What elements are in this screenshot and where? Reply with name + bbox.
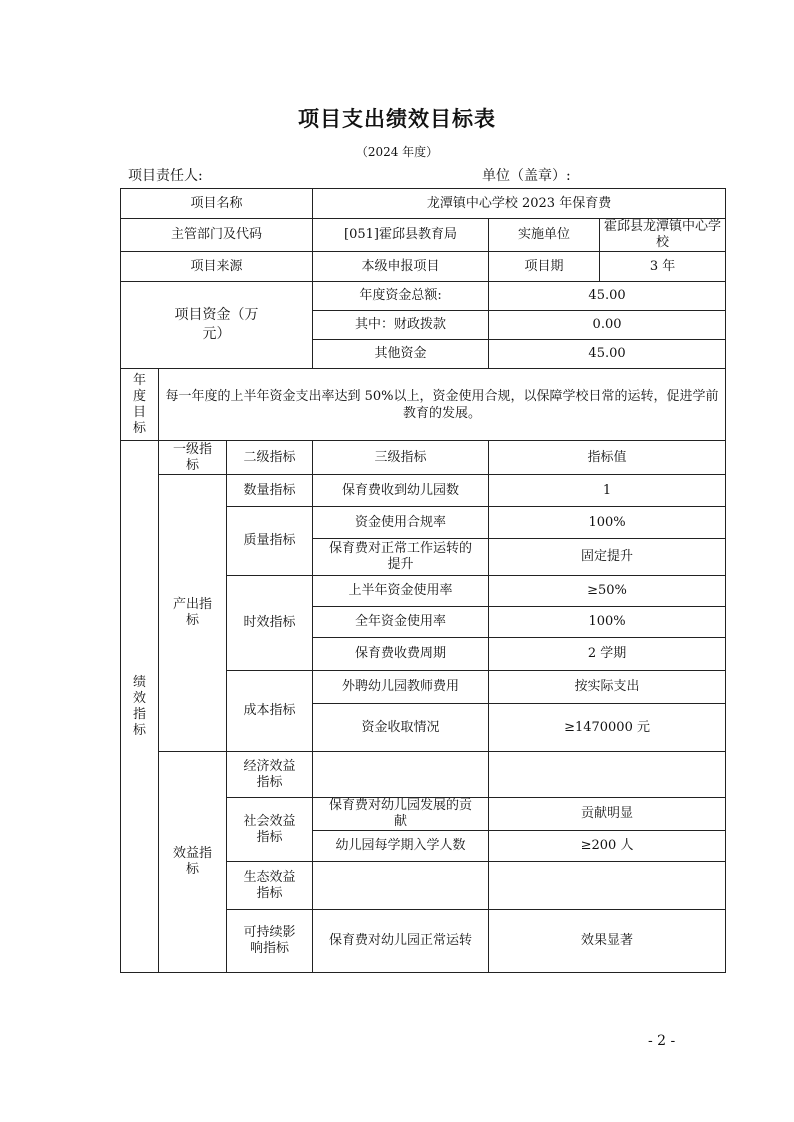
- indicator-value: 贡献明显: [489, 798, 726, 831]
- indicator-header-row: [121, 441, 726, 475]
- source-label: 项目来源: [121, 252, 313, 282]
- indicator-value: 100%: [489, 507, 726, 539]
- funds-other-value: 45.00: [489, 340, 726, 369]
- cost-indicator-label: 成本指标: [227, 671, 313, 752]
- indicator-value: ≥1470000 元: [489, 704, 726, 752]
- table-row: [121, 475, 726, 507]
- indicator-name: 保育费对幼儿园正常运转: [313, 910, 489, 973]
- indicator-name: 保育费对幼儿园发展的贡献: [313, 798, 489, 831]
- indicator-value: 1: [489, 475, 726, 507]
- performance-target-table: [120, 188, 726, 973]
- project-name-row: [121, 189, 726, 219]
- funds-label: 项目资金（万元）: [121, 282, 313, 369]
- indicator-name: 外聘幼儿园教师费用: [313, 671, 489, 704]
- indicator-value: 效果显著: [489, 910, 726, 973]
- timeliness-indicator-label: 时效指标: [227, 576, 313, 671]
- indicator-value: 固定提升: [489, 539, 726, 576]
- quality-indicator-label: 质量指标: [227, 507, 313, 576]
- header-value: 指标值: [489, 441, 726, 475]
- indicator-value: 2 学期: [489, 638, 726, 671]
- funds-total-value: 45.00: [489, 282, 726, 311]
- social-indicator-label: 社会效益指标: [227, 798, 313, 862]
- quantity-indicator-label: 数量指标: [227, 475, 313, 507]
- source-row: [121, 252, 726, 282]
- indicator-value: [489, 752, 726, 798]
- output-indicators-label: 产出指标: [159, 475, 227, 752]
- funds-total-label: 年度资金总额:: [313, 282, 489, 311]
- indicator-name: 资金使用合规率: [313, 507, 489, 539]
- unit-seal-label: 单位（盖章）:: [482, 168, 571, 184]
- responsible-person-label: 项目责任人:: [128, 168, 203, 184]
- indicator-name: 资金收取情况: [313, 704, 489, 752]
- project-name-label: 项目名称: [121, 189, 313, 219]
- funds-other-label: 其他资金: [313, 340, 489, 369]
- indicator-name: 保育费对正常工作运转的提升: [313, 539, 489, 576]
- funds-fiscal-label: 其中：财政拨款: [313, 311, 489, 340]
- header-level2: 二级指标: [227, 441, 313, 475]
- indicator-name: 保育费收费周期: [313, 638, 489, 671]
- year-label: （2024 年度）: [355, 145, 439, 159]
- indicator-name: 全年资金使用率: [313, 607, 489, 638]
- indicator-name: 上半年资金使用率: [313, 576, 489, 607]
- page-title: 项目支出绩效目标表: [298, 107, 496, 131]
- funds-fiscal-value: 0.00: [489, 311, 726, 340]
- funds-total-row: [121, 282, 726, 311]
- indicator-name: 幼儿园每学期入学人数: [313, 831, 489, 862]
- header-level3: 三级指标: [313, 441, 489, 475]
- indicator-value: 100%: [489, 607, 726, 638]
- indicator-value: 按实际支出: [489, 671, 726, 704]
- indicator-name: 保育费收到幼儿园数: [313, 475, 489, 507]
- sustainable-indicator-label: 可持续影响指标: [227, 910, 313, 973]
- project-name-value: 龙潭镇中心学校 2023 年保育费: [313, 189, 726, 219]
- indicator-value: [489, 862, 726, 910]
- page-number: - 2 -: [648, 1033, 676, 1049]
- department-label: 主管部门及代码: [121, 219, 313, 252]
- ecological-indicator-label: 生态效益指标: [227, 862, 313, 910]
- department-value: [051]霍邱县教育局: [313, 219, 489, 252]
- implementing-unit-value: 霍邱县龙潭镇中心学校: [600, 219, 726, 252]
- economic-indicator-label: 经济效益指标: [227, 752, 313, 798]
- period-value: 3 年: [600, 252, 726, 282]
- annual-goal-row: [121, 369, 726, 441]
- implementing-unit-label: 实施单位: [489, 219, 600, 252]
- indicator-name: [313, 752, 489, 798]
- performance-indicators-label: 绩 效 指 标: [121, 441, 159, 973]
- source-value: 本级申报项目: [313, 252, 489, 282]
- period-label: 项目期: [489, 252, 600, 282]
- annual-goal-text: 每一年度的上半年资金支出率达到 50%以上，资金使用合规，以保障学校日常的运转，促进学前教育的发展。: [159, 369, 726, 441]
- indicator-name: [313, 862, 489, 910]
- indicator-value: ≥200 人: [489, 831, 726, 862]
- indicator-value: ≥50%: [489, 576, 726, 607]
- department-row: [121, 219, 726, 252]
- table-row: [121, 752, 726, 798]
- header-level1: 一级指标: [159, 441, 227, 475]
- annual-goal-label: 年 度 目 标: [121, 369, 159, 441]
- benefit-indicators-label: 效益指标: [159, 752, 227, 973]
